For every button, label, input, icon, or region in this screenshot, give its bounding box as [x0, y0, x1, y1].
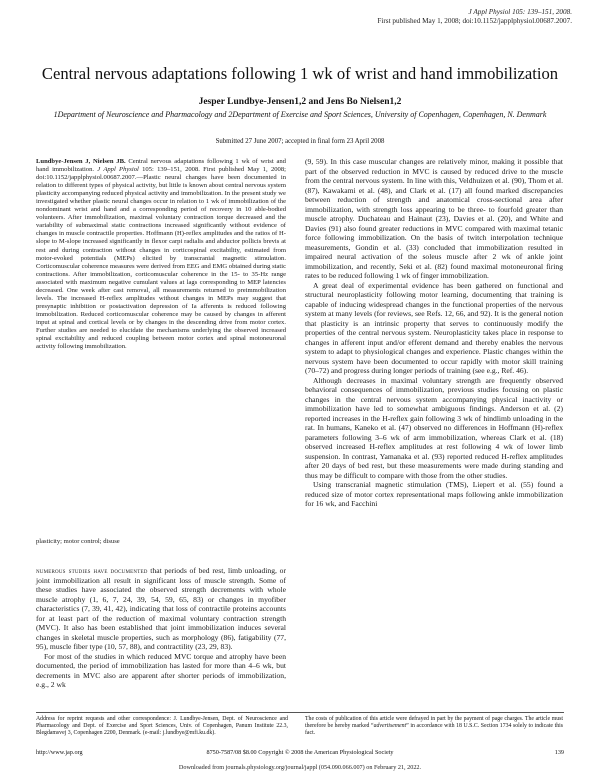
abstract-citation-journal: J Appl Physiol: [97, 166, 139, 174]
intro-paragraph-1-text: that periods of bed rest, limb unloading, or joint immobilization all result in significant loss of muscle strength. Some of these studies have associated the observed strength decrements with whole muscle atrophy (1, 6, 7, 24, 39, 54, 59, 65, 83) or changes in myofiber characteristics (7, 39, 41, 42), indicating that loss of contractile proteins accounts for at least part of the reduction of maximal voluntary contraction strength (MVC). It also has been established that joint immobilization induces several changes in skeletal muscle properties, such as morphology (86), fatigability (77, 95), muscle fiber type (10, 57, 88), and contractility (23, 29, 83).: [36, 566, 286, 651]
first-published-doi: First published May 1, 2008; doi:10.1152/japplphysiol.00687.2007.: [377, 17, 572, 25]
article-title: Central nervous adaptations following 1 wk of wrist and hand immobilization: [41, 64, 559, 83]
right-paragraph-4: Using transcranial magnetic stimulation (TMS), Liepert et al. (55) found a reduced size of motor cortex representational maps following ankle immobilization for 16 wk, and Facchini: [305, 480, 563, 508]
right-paragraph-3: Although decreases in maximal voluntary strength are frequently observed behavioral consequences of immobilization, previous studies focusing on plastic changes in the central nervous system accompanying physical inactivity or immobilization have led to somewhat ambiguous findings. Anderson et al. (2) reported increases in the H-reflex gain following 3 wk of hindlimb unloading in the rat. In humans, Kaneko et al. (47) observed no differences in Hoffmann (H)-reflex parameters following 3–6 wk of arm immobilization, whereas Clark et al. (18) observed increased H-reflex amplitudes at rest following 4 wk of lower limb suspension. In contrast, Yamanaka et al. (93) reported reduced H-reflex amplitudes after 20 days of bed rest, but these measurements were made during standing and thus may be difficult to compare with those from the other studies.: [305, 375, 563, 480]
right-paragraph-2: A great deal of experimental evidence has been gathered on functional and structural neuroplasticity following motor learning, documenting that training is capable of inducing widespread changes in the functional properties of the nervous system at many levels (for reviews, see Refs. 12, 66, and 92). It is the general notion that plasticity is an intrinsic property that serves to continuously modify the properties of the central nervous system. Neuroplasticity takes place in response to changes in afferent input and/or efferent demand and thereby enables the nervous system to adapt to physiological changes and experience. Plastic changes within the nervous system have been documented to occur rapidly with motor skill training (70–72) and progress during longer periods of training (see e.g., Ref. 46).: [305, 280, 563, 375]
footnote-divider: [36, 712, 564, 713]
page-charges-text-b: ” in accordance with 18 U.S.C. Section 1734 solely to indicate this fact.: [305, 723, 563, 737]
submission-dates: Submitted 27 June 2007; accepted in final form 23 April 2008: [215, 138, 385, 145]
author-list: Jesper Lundbye-Jensen1,2 and Jens Bo Nielsen1,2: [198, 97, 402, 107]
abstract-paragraph: [36, 158, 286, 351]
right-paragraph-1: (9, 59). In this case muscular changes are relatively minor, making it possible that part of the observed reduction in MVC is caused by reduced drive to the muscle from the central nervous system. In line with this, Veldhuizen et al. (90), Thom et al. (87), Kawakami et al. (48), and Clark et al. (17) all found marked discrepancies between reduction of strength and anatomical cross-sectional area after immobilization, with strength loss appearing to be three- to fourfold greater than muscle atrophy. Duchateau and Hainaut (23), Davies et al. (20), and White and Davies (91) also found greater reductions in MVC compared with maximal tetanic force following immobilization. On the basis of twitch interpolation technique measurements, Gondin et al. (33) concluded that immobilization resulted in impaired neural activation of the soleus muscle after 2 wk of ankle joint immobilization, and recently, Seki et al. (82) found maximal motoneuronal firing rates to be reduced following 1 wk of finger immobilization.: [305, 157, 563, 280]
author-affiliation: 1Department of Neuroscience and Pharmacology and 2Department of Exercise and Sport Sciences, University of Copenhagen, Copenhagen, N. Denmark: [53, 110, 547, 119]
page-charges-text-a: The costs of publication of this article were defrayed in part by the payment of page charges. The article must therefore be hereby marked “: [305, 716, 563, 730]
journal-citation: J Appl Physiol 105: 139–151, 2008.: [468, 8, 572, 16]
correspondence-footnote: Address for reprint requests and other correspondence: J. Lundbye-Jensen, Dept. of Neuroscience and Pharmacology and Dept. of Exercise and Sport Sciences, Univ. of Copenhagen, Panum Institute 22.3, Blegdamsvej 3, Copenhagen 2200, Denmark. (e-mail: j.lundbye@mfi.ku.dk).: [36, 716, 288, 737]
intro-paragraph-1: [36, 566, 286, 652]
page-charges-advertisement: advertisement: [373, 723, 407, 730]
intro-lead-smallcaps: numerous studies have documented: [36, 566, 148, 575]
abstract-citation-title: Central nervous adaptations following 1 wk of wrist and hand immobilization.: [36, 158, 286, 174]
download-notice: Downloaded from journals.physiology.org/journal/jappl (054.090.066.007) on February 21, 2022.: [178, 764, 422, 771]
abstract-body: 105: 139–151, 2008. First published May 1, 2008; doi:10.1152/japplphysiol.00687.2007.—Plastic neural changes have been documented in relation to different types of physical activity, but little is known about central nervous system plasticity accompanying reduced physical activity and immobilization. In the present study we investigated whether plastic neural changes occur in relation to 1 wk of immobilization of the nondominant wrist and hand and a corresponding period of recovery in 10 able-bodied volunteers. After immobilization, maximal voluntary contraction torque decreased and the variability of submaximal static contractions increased significantly without evidence of changes in muscle contractile properties. Hoffmann (H)-reflex amplitudes and the ratios of H-slope to M-slope increased significantly in flexor carpi radialis and abductor pollicis brevis at rest and during contraction without changes in corticospinal excitability, estimated from motor-evoked potentials (MEPs) elicited by transcranial magnetic stimulation. Corticomuscular coherence measures were derived from EEG and EMG obtained during static contractions. After immobilization, corticomuscular coherence in the 15- to 35-Hz range associated with maximum negative cumulant values at lags corresponding to MEP latencies decreased. One week after cast removal, all measurements returned to preimmobilization levels. The increased H-reflex amplitudes without changes in MEPs may suggest that presynaptic inhibition or postactivation depression of Ia afferents is reduced following immobilization. Reduced corticomuscular coherence may be caused by changes in afferent input at spinal and cortical levels or by changes in the descending drive from motor cortex. Further studies are needed to elucidate the mechanisms underlying the observed increased spinal excitability and reduced coupling between motor cortex and spinal motoneuronal activity following immobilization.: [36, 166, 286, 351]
keywords: [36, 538, 286, 546]
keywords-text: plasticity; motor control; disuse: [36, 538, 120, 545]
abstract-citation-authors: Lundbye-Jensen J, Nielsen JB.: [36, 158, 126, 165]
issn-copyright: 8750-7587/08 $8.00 Copyright © 2008 the American Physiological Society: [206, 749, 394, 756]
page-charges-footnote: [305, 716, 563, 738]
abstract: [36, 158, 286, 351]
journal-url-link[interactable]: http://www.jap.org: [36, 749, 83, 756]
introduction-left-column: [36, 566, 286, 690]
journal-header: [377, 8, 572, 26]
page-number: 139: [554, 749, 564, 756]
intro-paragraph-2: For most of the studies in which reduced MVC torque and atrophy have been documented, the period of immobilization has lasted for more than 4–6 wk, but decrements in MVC also are apparent after shorter periods of immobilization, e.g., 2 wk: [36, 651, 286, 689]
right-column: [305, 157, 563, 509]
